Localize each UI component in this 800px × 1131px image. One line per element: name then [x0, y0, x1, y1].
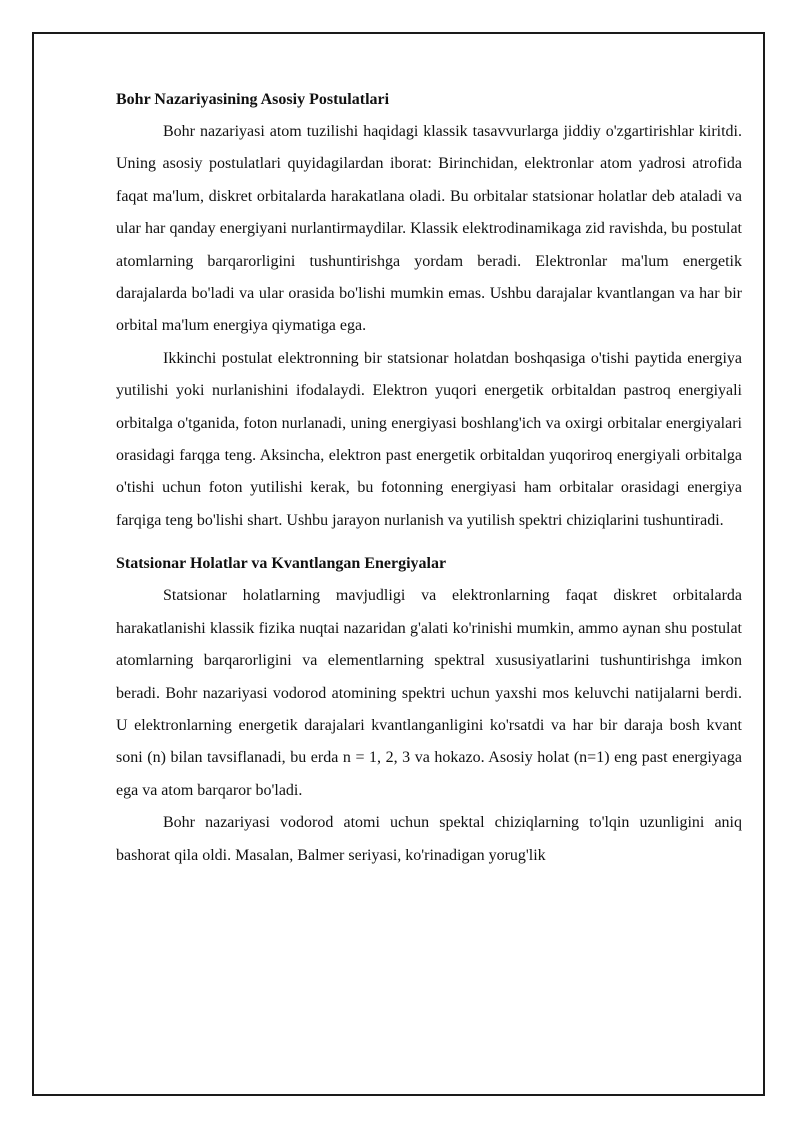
- paragraph: Bohr nazariyasi vodorod atomi uchun spektal chiziqlarning to'lqin uzunligini aniq bashorat qila oldi. Masalan, Balmer seriyasi, ko'rinadigan yorug'lik: [116, 814, 742, 864]
- document-body: [116, 84, 742, 872]
- paragraph: Ikkinchi postulat elektronning bir statsionar holatdan boshqasiga o'tishi paytida energiya yutilishi yoki nurlanishini ifodalaydi. Elektron yuqori energetik orbitaldan pastroq energiyali orbitalga o'tganida, foton nurlanadi, uning energiyasi boshlang'ich va oxirgi orbitalar energiyalari orasidagi farqga teng. Aksincha, elektron past energetik orbitaldan yuqoriroq energiyali orbitalga o'tishi uchun foton yutilishi kerak, bu fotonning energiyasi ham orbitalar orasidagi energiya farqiga teng bo'lishi shart. Ushbu jarayon nurlanish va yutilish spektri chiziqlarini tushuntiradi.: [116, 349, 742, 529]
- section-heading: Statsionar Holatlar va Kvantlangan Energiyalar: [116, 555, 447, 573]
- paragraph: Bohr nazariyasi atom tuzilishi haqidagi klassik tasavvurlarga jiddiy o'zgartirishlar kiritdi. Uning asosiy postulatlari quyidagilardan iborat: Birinchidan, elektronlar atom yadrosi atrofida faqat ma'lum, diskret orbitalarda harakatlana oladi. Bu orbitalar statsionar holatlar deb ataladi va ular har qanday energiyani nurlantirmaydilar. Klassik elektrodinamikaga zid ravishda, bu postulat atomlarning barqarorligini tushuntirishga yordam beradi. Elektronlar ma'lum energetik darajalarda bo'ladi va ular orasida bo'lishi mumkin emas. Ushbu darajalar kvantlangan va har bir orbital ma'lum energiya qiymatiga ega.: [116, 123, 742, 335]
- paragraph: Statsionar holatlarning mavjudligi va elektronlarning faqat diskret orbitalarda harakatlanishi klassik fizika nuqtai nazaridan g'alati ko'rinishi mumkin, ammo aynan shu postulat atomlarning barqarorligini va elementlarning spektral xususiyatlarini tushuntirishga imkon beradi. Bohr nazariyasi vodorod atomining spektri uchun yaxshi mos keluvchi natijalarni berdi. U elektronlarning energetik darajalari kvantlanganligini ko'rsatdi va har bir daraja bosh kvant soni (n) bilan tavsiflanadi, bu erda n = 1, 2, 3 va hokazo. Asosiy holat (n=1) eng past energiyaga ega va atom barqaror bo'ladi.: [116, 587, 742, 799]
- section-heading: Bohr Nazariyasining Asosiy Postulatlari: [116, 91, 390, 108]
